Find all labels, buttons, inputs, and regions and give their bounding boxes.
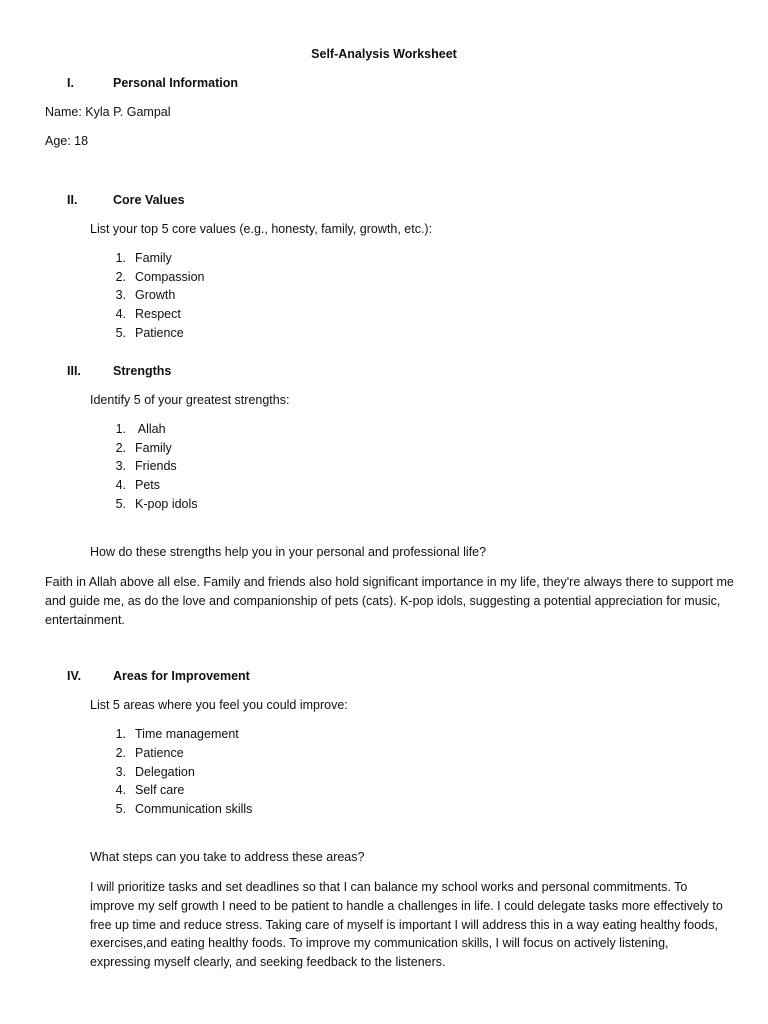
list-number: 4. [115,478,126,492]
strength-item: Family [135,441,172,455]
core-value-item: Growth [135,288,176,302]
section-1-numeral: I. [67,76,74,90]
strength-item: Pets [135,478,161,492]
improvement-item: Time management [135,727,239,741]
list-number: 1. [115,727,126,741]
list-number: 5. [115,326,126,340]
improvement-answer: I will prioritize tasks and set deadlines so that I can balance my school works and personal commitments. To improve my self growth I need to be patient to handle a challenges in life. I could delegate tasks more effectively to free up time and reduce stress. Taking care of myself is important I will address this in a way eating healthy foods, exercises,and eating healthy foods. To improve my communication skills, I will focus on actively listening, expressing myself clearly, and seeking feedback to the listeners. [90,880,723,970]
strengths-question: How do these strengths help you in your personal and professional life? [90,545,487,559]
list-number: 1. [115,422,126,436]
section-4-title: Areas for Improvement [113,669,250,683]
section-2-title: Core Values [113,193,185,207]
age-field: Age: 18 [45,134,89,148]
core-value-item: Family [135,251,172,265]
improvement-item: Communication skills [135,802,253,816]
section-3-numeral: III. [67,364,81,378]
name-field: Name: Kyla P. Gampal [45,105,171,119]
strength-item: Friends [135,459,177,473]
core-value-item: Compassion [135,270,205,284]
improvement-item: Delegation [135,765,195,779]
section-1-title: Personal Information [113,76,239,90]
list-number: 1. [115,251,126,265]
list-number: 5. [115,802,126,816]
list-number: 3. [115,288,126,302]
list-number: 5. [115,497,126,511]
list-number: 2. [115,270,126,284]
worksheet-title: Self-Analysis Worksheet [311,47,457,61]
core-value-item: Respect [135,307,181,321]
improvement-question: What steps can you take to address these areas? [90,850,365,864]
list-number: 4. [115,307,126,321]
improvement-item: Self care [135,783,185,797]
section-2-numeral: II. [67,193,78,207]
core-value-item: Patience [135,326,184,340]
strengths-prompt: Identify 5 of your greatest strengths: [90,393,290,407]
strength-item: K-pop idols [135,497,198,511]
improvement-item: Patience [135,746,184,760]
list-number: 3. [115,765,126,779]
core-values-prompt: List your top 5 core values (e.g., honesty, family, growth, etc.): [90,222,433,236]
section-3-title: Strengths [113,364,172,378]
section-4-numeral: IV. [67,669,82,683]
list-number: 2. [115,441,126,455]
list-number: 2. [115,746,126,760]
list-number: 3. [115,459,126,473]
strength-item: Allah [135,422,166,436]
list-number: 4. [115,783,126,797]
strengths-answer: Faith in Allah above all else. Family and friends also hold significant importance in my life, they're always there to support me and guide me, as do the love and companionship of pets (cats). K-pop idols, suggesting a potential appreciation for music, entertainment. [45,575,734,627]
improvement-prompt: List 5 areas where you feel you could improve: [90,698,348,712]
